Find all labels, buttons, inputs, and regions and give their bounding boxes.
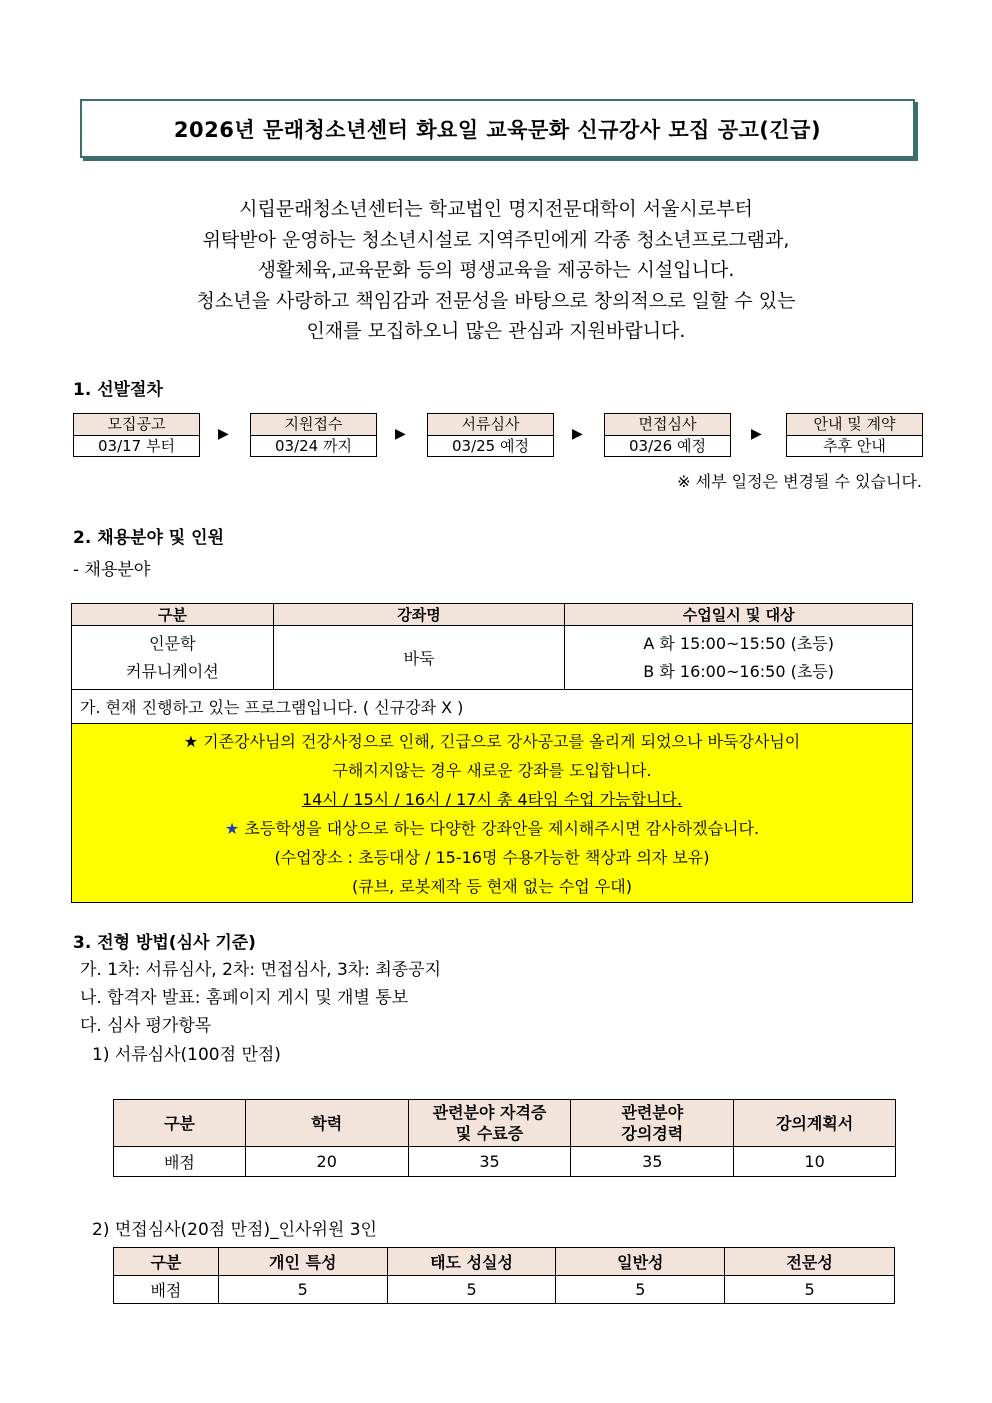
intro-line: 위탁받아 운영하는 청소년시설로 지역주민에게 각종 청소년프로그램과, (202, 228, 790, 251)
intro-line: 인재를 모집하오니 많은 관심과 지원바랍니다. (306, 320, 686, 342)
notice-text: 기존강사님의 건강사정으로 인해, 긴급으로 강사공고를 올리게 되었으나 바둑강사님이 (203, 732, 801, 751)
table-header: 구분 (114, 1248, 219, 1276)
star-icon: ★ (183, 732, 199, 751)
section3-items (80, 956, 441, 1040)
process-step (786, 413, 923, 457)
program-note: 가. 현재 진행하고 있는 프로그램입니다. ( 신규강좌 X ) (72, 690, 913, 724)
notice-line: 구해지지않는 경우 새로운 강좌를 도입합니다. (332, 761, 652, 780)
table-row (114, 1147, 896, 1177)
section2-heading: 2. 채용분야 및 인원 (73, 528, 224, 548)
star-icon: ★ (224, 819, 240, 838)
table-header: 태도 성실성 (387, 1248, 556, 1276)
intro-line: 생활체육,교육문화 등의 평생교육을 제공하는 시설입니다. (257, 259, 735, 281)
score-cell: 5 (556, 1276, 725, 1304)
table-header: 구분 (114, 1100, 246, 1147)
section1-heading: 1. 선발절차 (73, 380, 163, 400)
schedule-line: B 화 16:00~16:50 (초등) (643, 661, 835, 681)
step-date: 03/25 예정 (452, 437, 529, 455)
table-header (408, 1100, 571, 1147)
table-header: 강좌명 (273, 604, 565, 626)
section2-sub: - 채용분야 (73, 560, 151, 580)
step-label: 서류심사 (428, 414, 553, 436)
doc-review-table (113, 1099, 896, 1177)
score-cell: 5 (218, 1276, 387, 1304)
step-label: 면접심사 (605, 414, 730, 436)
notice-highlight (72, 724, 913, 903)
header-line: 및 수료증 (455, 1124, 524, 1143)
notice-line: 14시 / 15시 / 16시 / 17시 총 4타임 수업 가능합니다. (301, 790, 683, 809)
section3-heading: 3. 전형 방법(심사 기준) (73, 933, 256, 953)
intro-paragraph (60, 194, 932, 347)
arrow-right-icon: ▶ (572, 426, 583, 442)
header-line: 관련분야 (621, 1103, 684, 1122)
table-header: 강의계획서 (734, 1100, 896, 1147)
header-line: 관련분야 자격증 (432, 1103, 547, 1122)
category-line: 인문학 (149, 633, 196, 653)
schedule-note: ※ 세부 일정은 변경될 수 있습니다. (677, 472, 922, 491)
table-header: 구분 (72, 604, 274, 626)
score-cell: 5 (387, 1276, 556, 1304)
notice-line: (수업장소 : 초등대상 / 15-16명 수용가능한 책상과 의자 보유) (274, 848, 710, 867)
step-date: 03/17 부터 (98, 437, 175, 455)
recruitment-table (71, 603, 913, 903)
table-header: 전문성 (725, 1248, 895, 1276)
table-header: 학력 (245, 1100, 408, 1147)
score-cell: 35 (408, 1147, 571, 1177)
list-item: 나. 합격자 발표: 홈페이지 게시 및 개별 통보 (80, 988, 409, 1008)
list-item: 가. 1차: 서류심사, 2차: 면접심사, 3차: 최종공지 (80, 960, 442, 980)
list-item: 다. 심사 평가항목 (80, 1016, 212, 1036)
score-cell: 10 (734, 1147, 896, 1177)
score-cell: 20 (245, 1147, 408, 1177)
step-date: 03/26 예정 (629, 437, 706, 455)
score-cell: 35 (571, 1147, 734, 1177)
interview-title: 2) 면접심사(20점 만점)_인사위원 3인 (92, 1220, 377, 1240)
schedule-cell (565, 626, 913, 690)
table-header: 수업일시 및 대상 (565, 604, 913, 626)
step-label: 모집공고 (74, 414, 199, 436)
process-step (73, 413, 200, 457)
notice-line (72, 727, 912, 756)
category-cell (72, 626, 274, 690)
score-cell: 5 (725, 1276, 895, 1304)
step-label: 안내 및 계약 (787, 414, 922, 436)
table-header: 개인 특성 (218, 1248, 387, 1276)
notice-text: 초등학생을 대상으로 하는 다양한 강좌안을 제시해주시면 감사하겠습니다. (244, 819, 760, 838)
doc-review-title: 1) 서류심사(100점 만점) (92, 1045, 281, 1065)
process-step (427, 413, 554, 457)
interview-table (113, 1247, 895, 1304)
process-step (250, 413, 377, 457)
table-header (571, 1100, 734, 1147)
page-title: 2026년 문래청소년센터 화요일 교육문화 신규강사 모집 공고(긴급) (80, 99, 915, 158)
step-date: 03/24 까지 (275, 437, 352, 455)
arrow-right-icon: ▶ (218, 426, 229, 442)
step-date: 추후 안내 (823, 437, 886, 455)
row-label: 배점 (114, 1147, 246, 1177)
intro-line: 시립문래청소년센터는 학교법인 명지전문대학이 서울시로부터 (239, 198, 753, 220)
table-header: 일반성 (556, 1248, 725, 1276)
row-label: 배점 (114, 1276, 219, 1304)
table-row (114, 1276, 895, 1304)
arrow-right-icon: ▶ (395, 426, 406, 442)
step-label: 지원접수 (251, 414, 376, 436)
notice-line: (큐브, 로봇제작 등 현재 없는 수업 우대) (352, 877, 632, 896)
arrow-right-icon: ▶ (751, 426, 762, 442)
notice-line (72, 814, 912, 843)
schedule-line: A 화 15:00~15:50 (초등) (643, 633, 834, 653)
header-line: 강의경력 (621, 1124, 684, 1143)
intro-line: 청소년을 사랑하고 책임감과 전문성을 바탕으로 창의적으로 일할 수 있는 (196, 289, 796, 312)
process-step (604, 413, 731, 457)
category-line: 커뮤니케이션 (125, 661, 219, 681)
course-cell: 바둑 (273, 626, 565, 690)
